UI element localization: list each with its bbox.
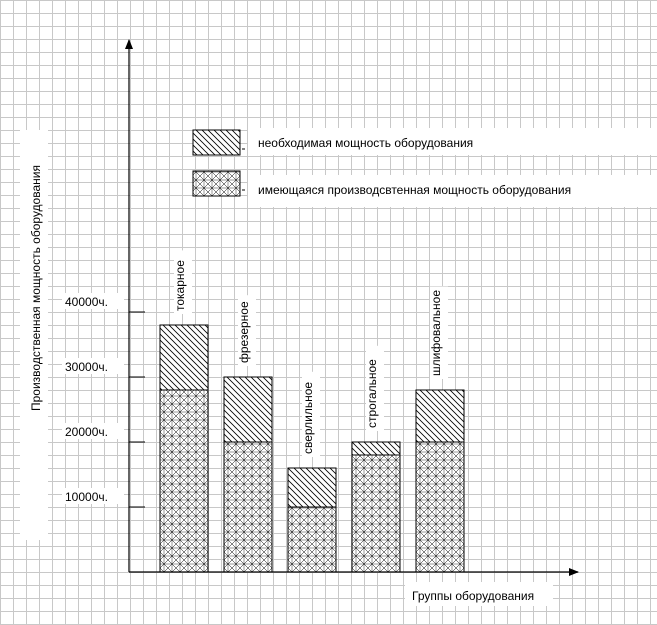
bar-required-capacity <box>160 325 208 390</box>
y-tick-label: 40000ч. <box>65 295 108 309</box>
bar-category-label: строгальное <box>365 359 379 428</box>
bar-category-label: фрезерное <box>237 301 251 363</box>
bar-group-3 <box>352 442 400 572</box>
bar-required-capacity <box>416 390 464 442</box>
legend-swatch <box>193 130 240 155</box>
bar-available-capacity <box>224 442 272 572</box>
y-tick-label: 20000ч. <box>65 425 108 439</box>
bar-group-2 <box>288 468 336 572</box>
bar-available-capacity <box>416 442 464 572</box>
y-tick-label: 30000ч. <box>65 360 108 374</box>
bar-group-1 <box>224 377 272 572</box>
x-axis-title: Группы оборудования <box>412 589 535 603</box>
bar-group-4 <box>416 390 464 572</box>
legend-label: необходимая мощность оборудования <box>258 136 474 150</box>
bar-category-label: сверлильное <box>301 381 315 454</box>
bar-available-capacity <box>160 390 208 572</box>
bar-available-capacity <box>352 455 400 572</box>
y-axis-title: Производственная мощность оборудования <box>29 165 43 411</box>
legend-label: имеющаяся производсвтенная мощность оборудования <box>258 183 572 197</box>
bar-category-label: токарное <box>173 260 187 311</box>
bar-required-capacity <box>352 442 400 455</box>
bar-category-label: шлифовальное <box>429 289 443 376</box>
bar-required-capacity <box>288 468 336 507</box>
y-tick-label: 10000ч. <box>65 490 108 504</box>
legend-swatch <box>193 171 240 196</box>
bar-available-capacity <box>288 507 336 572</box>
bar-required-capacity <box>224 377 272 442</box>
bar-group-0 <box>160 325 208 572</box>
